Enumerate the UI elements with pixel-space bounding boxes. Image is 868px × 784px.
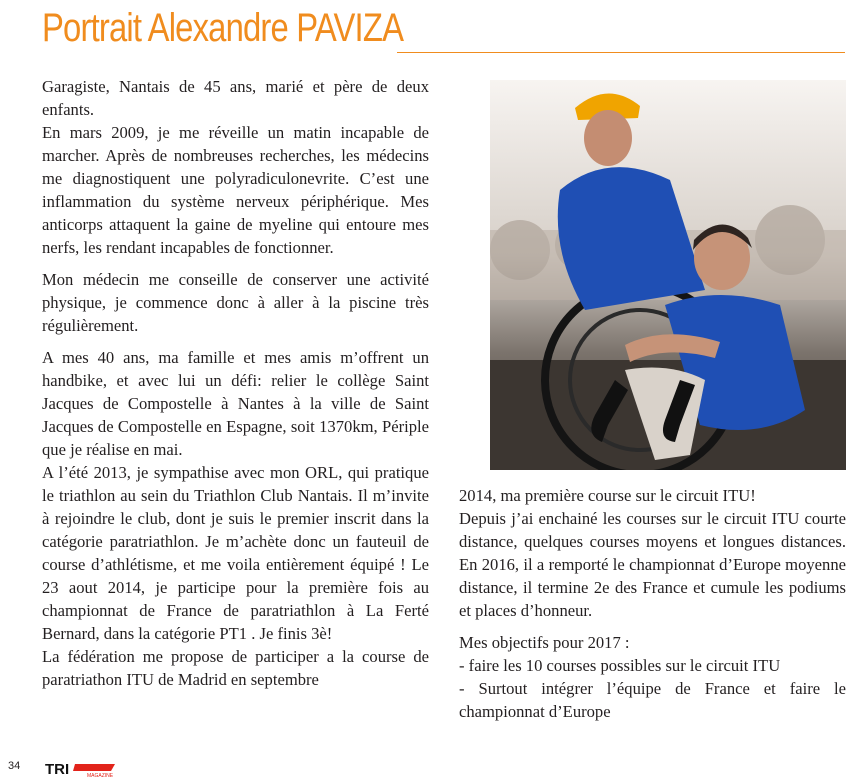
paragraph-triathlon-club: A l’été 2013, je sympathise avec mon ORL, qui pratique le triathlon au sein du Triathlon Club Nantais. Il m’invite à rejoindre le club, dont je suis le premier inscrit dans la catégorie paratriathlon. Je m’achète donc un fauteuil de course d’athlétisme, et me voila entièrement équipé ! Le 23 aout 2014, je participe pour la première fois au championnat de France de paratriathlon à La Ferté Bernard, dans la catégorie PT1 . Je finis 3è! [42,463,429,643]
logo-swoosh [73,764,115,771]
page-number: 34 [8,760,21,772]
objective-item-1: - faire les 10 courses possibles sur le circuit ITU [459,656,781,675]
paragraph-doctor-advice: Mon médecin me conseille de conserver une activité physique, je commence donc à aller à la piscine très régulièrement. [42,270,429,335]
athletes-photo [490,80,846,470]
logo-subtext: MAGAZINE [87,773,114,778]
athletes-photo-illustration [490,80,846,470]
man-head [584,110,632,166]
objectives-heading: Mes objectifs pour 2017 : [459,633,630,652]
paragraph-diagnosis: En mars 2009, je me réveille un matin incapable de marcher. Après de nombreuses recherches, les médecins me diagnostiquent une polyradiculonevrite. C’est une inflammation du système nerveux périphérique. Mes anticorps attaquent la gaine de myeline qui entoure mes nerfs, les rendant incapables de fonctionner. [42,123,429,257]
trimax-logo [45,760,135,778]
right-column [459,484,846,723]
man-jersey [558,167,705,310]
paragraph-intro: Garagiste, Nantais de 45 ans, marié et père de deux enfants. [42,77,429,119]
paragraph-results: Depuis j’ai enchainé les courses sur le circuit ITU courte distance, quelques courses moyens et longues distances. En 2016, il a remporté le championnat d’Europe moyenne distance, il termine 2e des France et cumule les podiums et places d’honneur. [459,509,846,620]
objective-item-2: - Surtout intégrer l’équipe de France et faire le championnat d’Europe [459,679,846,721]
left-column [42,75,429,691]
paragraph-first-itu: 2014, ma première course sur le circuit ITU! [459,486,756,505]
page-title: Portrait Alexandre PAVIZA [42,6,404,50]
paragraph-handbike: A mes 40 ans, ma famille et mes amis m’offrent un handbike, et avec lui un défi: relier le collège Saint Jacques de Compostelle à Nantes à la ville de Saint Jacques de Compostelle en Espagne, soit 1370km, Périple que je réalise en mai. [42,348,429,459]
logo-text: TRI [45,761,70,778]
paragraph-federation: La fédération me propose de participer a la course de paratriathon ITU de Madrid en septembre [42,647,429,689]
title-underline [397,52,845,53]
